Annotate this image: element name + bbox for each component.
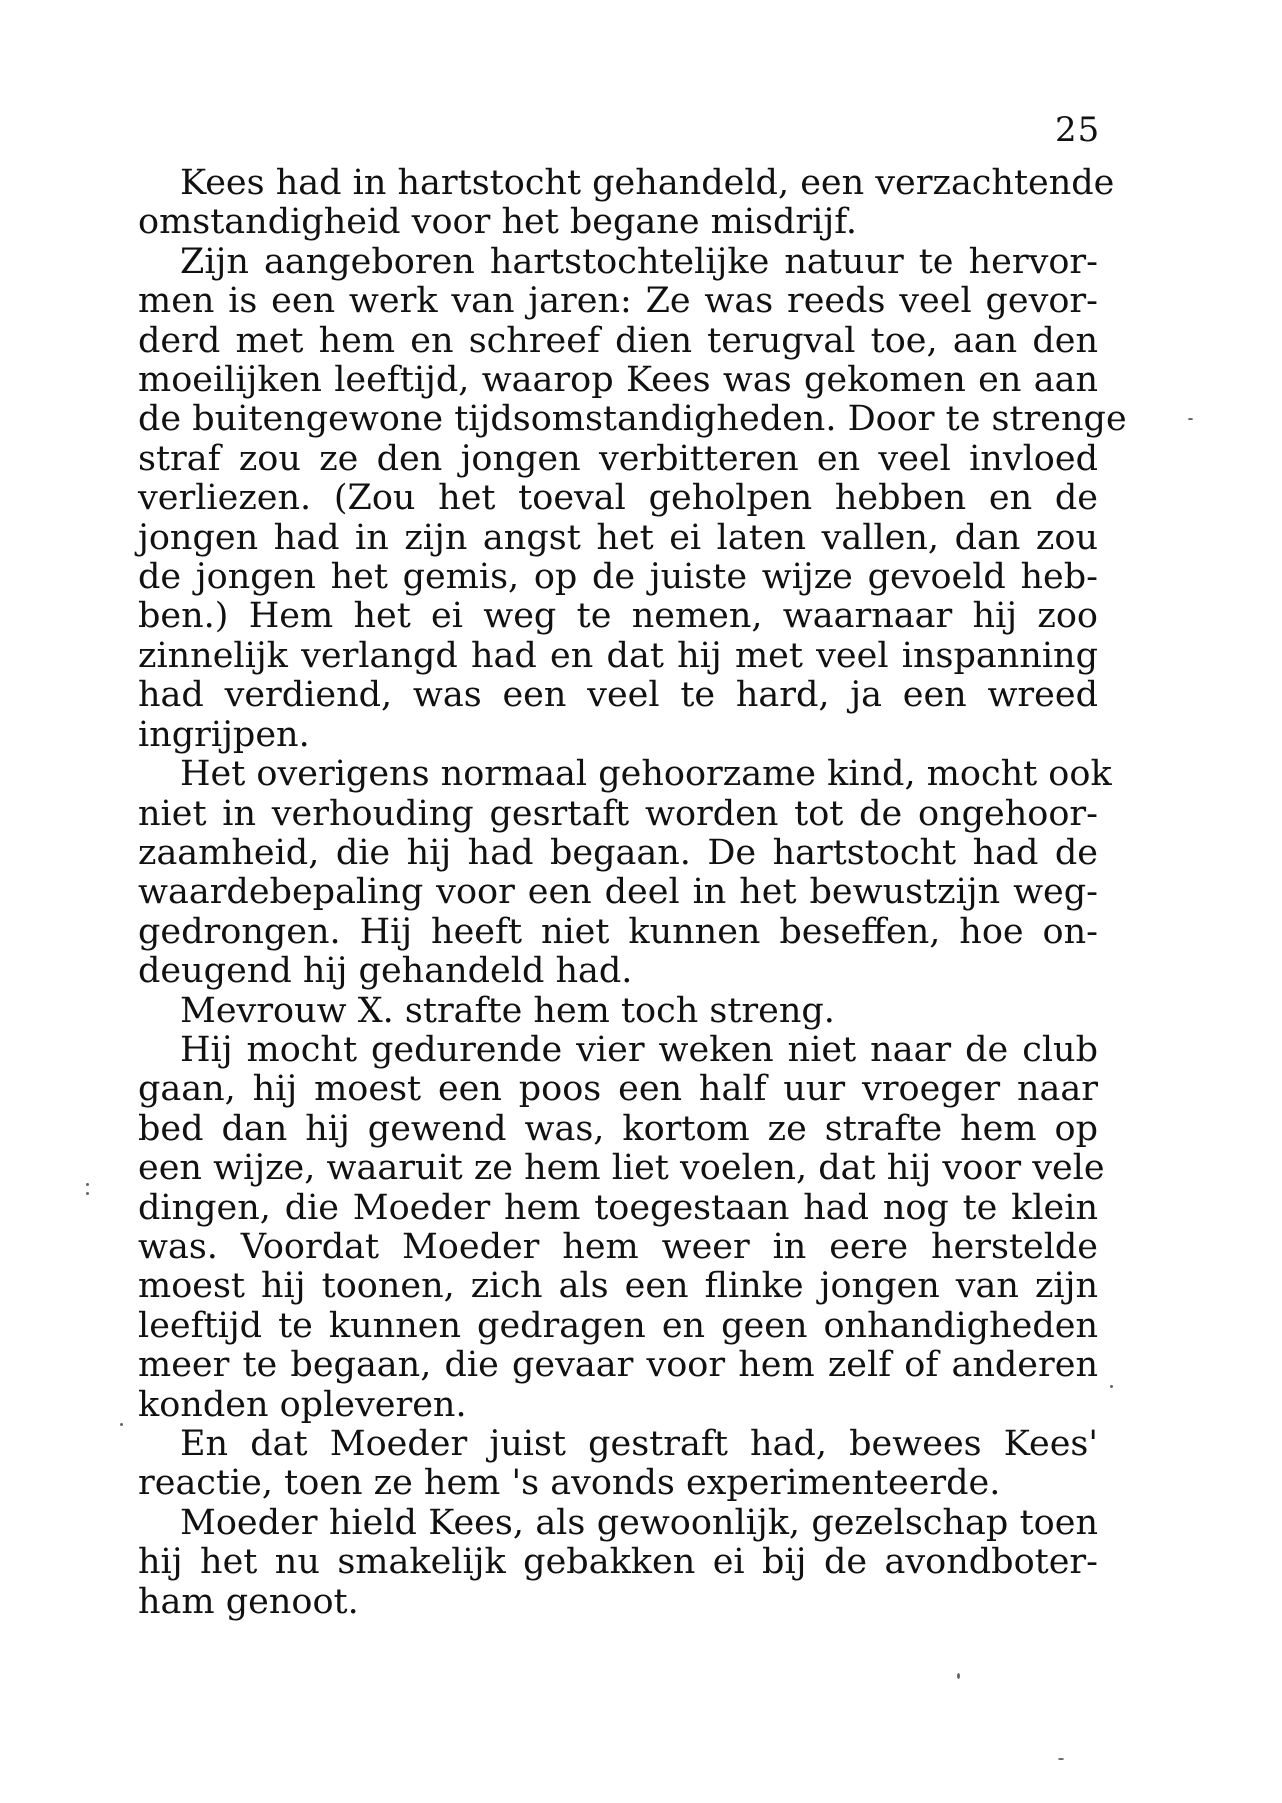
text-line: omstandigheid voor het begane misdrijf. — [138, 202, 858, 243]
text-line: gaan, hij moest een poos een half uur vroeger naar — [138, 1069, 1098, 1110]
text-line: Zijn aangeboren hartstochtelijke natuur te hervor- — [180, 241, 1098, 282]
text-line: niet in verhouding gesrtaft worden tot de ongehoor- — [138, 793, 1098, 834]
paragraph-3 — [138, 754, 1112, 992]
scan-speck — [86, 1192, 89, 1195]
text-line: zinnelijk verlangd had en dat hij met veel inspanning — [138, 635, 1098, 676]
text-line: leeftijd te kunnen gedragen en geen onhandigheden — [138, 1305, 1098, 1346]
text-line: jongen had in zijn angst het ei laten vallen, dan zou — [138, 517, 1098, 558]
scan-speck — [957, 1673, 960, 1679]
text-line: derd met hem en schreef dien terugval toe, aan den — [138, 320, 1098, 361]
text-line: waardebepaling voor een deel in het bewustzijn weg- — [138, 872, 1098, 913]
text-line: zaamheid, die hij had begaan. De hartstocht had de — [138, 832, 1098, 873]
scan-speck — [1110, 1385, 1113, 1388]
scan-speck — [1188, 418, 1193, 420]
text-line: moest hij toonen, zich als een flinke jongen van zijn — [138, 1266, 1098, 1307]
paragraph-5 — [138, 1029, 1105, 1425]
text-line: de buitengewone tijdsomstandigheden. Door te strenge — [138, 399, 1127, 440]
page-number: 25 — [1055, 110, 1101, 150]
text-line: bed dan hij gewend was, kortom ze strafte hem op — [138, 1108, 1098, 1149]
paragraph-1 — [138, 163, 1115, 243]
scan-speck — [120, 1423, 123, 1426]
text-line: was. Voordat Moeder hem weer in eere herstelde — [138, 1226, 1098, 1267]
text-line: had verdiend, was een veel te hard, ja een wreed — [138, 675, 1098, 716]
paragraph-6 — [138, 1425, 1098, 1504]
scan-speck — [86, 1183, 89, 1186]
text-line: ingrijpen. — [138, 714, 310, 755]
text-line: deugend hij gehandeld had. — [138, 951, 633, 992]
text-line: meer te begaan, die gevaar voor hem zelf of anderen — [138, 1345, 1098, 1386]
paragraph-2 — [138, 241, 1127, 755]
paragraph-7 — [138, 1504, 1098, 1622]
text-line: dingen, die Moeder hem toegestaan had nog te klein — [138, 1187, 1098, 1228]
text-line: verliezen. (Zou het toeval geholpen hebben en de — [138, 478, 1098, 519]
text-line: Mevrouw X. strafte hem toch streng. — [180, 990, 835, 1031]
text-line: En dat Moeder juist gestraft had, bewees Kees' — [180, 1424, 1098, 1464]
text-line: de jongen het gemis, op de juiste wijze gevoeld heb- — [138, 557, 1098, 598]
text-line: ham genoot. — [138, 1581, 359, 1622]
scan-speck — [1058, 1758, 1064, 1760]
body-text — [138, 163, 1127, 1622]
text-line: Het overigens normaal gehoorzame kind, mocht ook — [180, 754, 1112, 795]
text-line: Hij mocht gedurende vier weken niet naar de club — [180, 1029, 1098, 1070]
text-line: reactie, toen ze hem 's avonds experimenteerde. — [138, 1463, 1001, 1504]
text-line: gedrongen. Hij heeft niet kunnen beseffen, hoe on- — [138, 911, 1098, 952]
text-line: Moeder hield Kees, als gewoonlijk, gezelschap toen — [180, 1502, 1098, 1543]
text-line: Kees had in hartstocht gehandeld, een verzachtende — [180, 163, 1115, 203]
text-line: straf zou ze den jongen verbitteren en veel invloed — [138, 438, 1098, 479]
text-line: hij het nu smakelijk gebakken ei bij de avondboter- — [138, 1542, 1098, 1583]
text-line: een wijze, waaruit ze hem liet voelen, dat hij voor vele — [138, 1148, 1105, 1189]
text-line: ben.) Hem het ei weg te nemen, waarnaar hij zoo — [138, 596, 1098, 637]
text-line: konden opleveren. — [138, 1384, 467, 1425]
text-line: men is een werk van jaren: Ze was reeds veel gevor- — [138, 281, 1098, 322]
text-line: moeilijken leeftijd, waarop Kees was gekomen en aan — [138, 360, 1098, 401]
paragraph-4 — [138, 992, 1098, 1031]
